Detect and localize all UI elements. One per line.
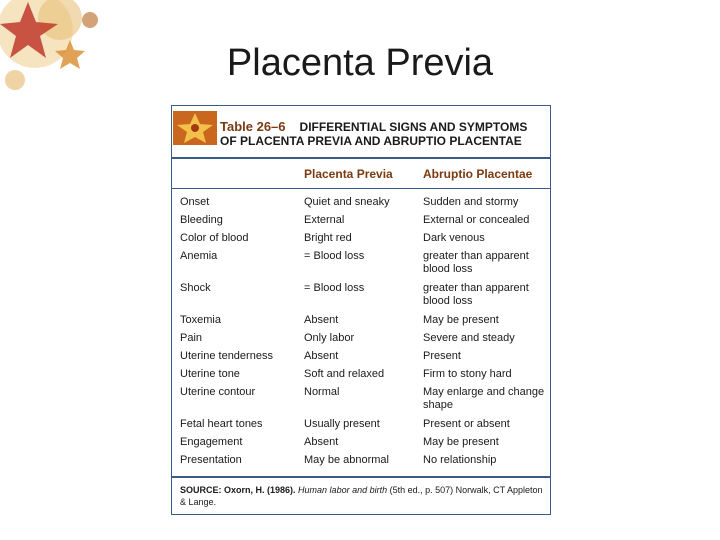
row-label: Color of blood bbox=[180, 232, 249, 244]
comparison-table bbox=[171, 105, 551, 515]
column-header-abruptio: Abruptio Placentae bbox=[423, 167, 533, 181]
abruptio-cell: Present or absent bbox=[423, 418, 510, 430]
source-lead: SOURCE: Oxorn, H. (1986). bbox=[180, 485, 296, 495]
previa-cell: Absent bbox=[304, 314, 339, 326]
previa-cell: = Blood loss bbox=[304, 282, 365, 294]
abruptio-cell: Firm to stony hard bbox=[423, 368, 512, 380]
table-caption-text: DIFFERENTIAL SIGNS AND SYMPTOMS OF PLACENTA PREVIA AND ABRUPTIO PLACENTAE bbox=[220, 120, 528, 148]
previa-cell: Soft and relaxed bbox=[304, 368, 385, 380]
abruptio-cell: Dark venous bbox=[423, 232, 485, 244]
previa-cell: = Blood loss bbox=[304, 250, 365, 262]
previa-cell: Absent bbox=[304, 436, 339, 448]
previa-cell: May be abnormal bbox=[304, 454, 389, 466]
previa-cell: Quiet and sneaky bbox=[304, 196, 390, 208]
abruptio-cell: greater than apparent blood loss bbox=[423, 250, 529, 275]
abruptio-cell: Sudden and stormy bbox=[423, 196, 519, 208]
table-caption bbox=[220, 120, 545, 148]
table-emblem-icon bbox=[173, 111, 217, 145]
table-number: Table 26–6 bbox=[220, 119, 286, 134]
column-header-previa: Placenta Previa bbox=[304, 167, 393, 181]
source-book-title: Human labor and birth bbox=[298, 485, 388, 495]
row-label: Onset bbox=[180, 196, 210, 208]
column-header-row bbox=[172, 159, 550, 189]
row-label: Engagement bbox=[180, 436, 243, 448]
abruptio-cell: May be present bbox=[423, 314, 499, 326]
previa-cell: Bright red bbox=[304, 232, 352, 244]
row-label: Uterine contour bbox=[180, 386, 256, 398]
source-rest: (5th ed., p. 507) Norwalk, CT Appleton & Lange. bbox=[180, 485, 543, 507]
previa-cell: Absent bbox=[304, 350, 339, 362]
previa-cell: Normal bbox=[304, 386, 340, 398]
abruptio-cell: No relationship bbox=[423, 454, 497, 466]
row-label: Shock bbox=[180, 282, 211, 294]
row-label: Anemia bbox=[180, 250, 218, 262]
previa-cell: Usually present bbox=[304, 418, 380, 430]
table-header bbox=[172, 106, 550, 159]
row-label: Bleeding bbox=[180, 214, 223, 226]
abruptio-cell: Present bbox=[423, 350, 461, 362]
abruptio-cell: May be present bbox=[423, 436, 499, 448]
slide-title: Placenta Previa bbox=[226, 42, 494, 84]
previa-cell: External bbox=[304, 214, 345, 226]
abruptio-cell: External or concealed bbox=[423, 214, 530, 226]
abruptio-cell: greater than apparent blood loss bbox=[423, 282, 529, 307]
abruptio-cell: May enlarge and change shape bbox=[423, 386, 545, 411]
source-citation bbox=[180, 484, 546, 508]
row-label: Uterine tone bbox=[180, 368, 240, 380]
row-label: Fetal heart tones bbox=[180, 418, 263, 430]
table-footer bbox=[172, 476, 550, 514]
row-label: Toxemia bbox=[180, 314, 221, 326]
previa-cell: Only labor bbox=[304, 332, 355, 344]
row-label: Uterine tenderness bbox=[180, 350, 273, 362]
row-label: Pain bbox=[180, 332, 203, 344]
row-label: Presentation bbox=[180, 454, 242, 466]
abruptio-cell: Severe and steady bbox=[423, 332, 515, 344]
